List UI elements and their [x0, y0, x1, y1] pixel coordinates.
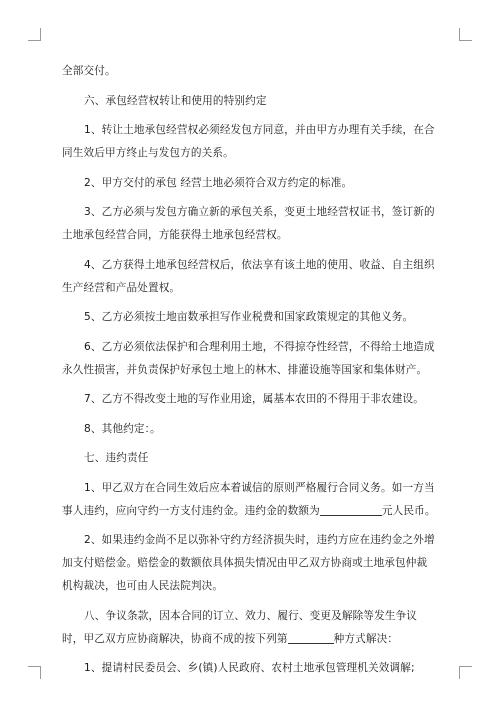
section-heading-7: 七、违约责任	[84, 452, 149, 464]
clause-6-7: 7、乙方不得改变土地的写作业用途，属基本农田的不得用于非农建设。	[84, 393, 424, 405]
section-8-text: 八、争议条款，因本合同的订立、效力、履行、变更及解除等发生争议时，甲乙双方应协商解决，协商不成的按下列第	[62, 609, 418, 645]
section-8-tail: 种方式解决：	[333, 632, 399, 645]
crop-mark-bottom-right	[459, 666, 472, 679]
section-heading-6: 六、承包经营权转让和使用的特别约定	[84, 94, 267, 107]
clause-7-1-text: 1、甲乙双方在合同生效后应本着诚信的原则严格履行合同义务。如一方当事人违约，应向守约一方支付违约金。违约金的数额为	[62, 481, 435, 517]
clause-7-1-unit: 元人民币。	[381, 504, 436, 517]
clause-6-2: 2、甲方交付的承包 经营土地必须符合双方约定的标准。	[84, 176, 353, 189]
dispute-method-blank[interactable]	[288, 631, 334, 644]
paragraph-continuation: 全部交付。	[62, 65, 116, 77]
clause-6-5: 5、乙方必须按土地亩数承担写作业税费和国家政策规定的其他义务。	[84, 311, 414, 323]
clause-8-1: 1、提请村民委员会、乡(镇)人民政府、农村土地承包管理机关效调解;	[84, 662, 415, 674]
clause-6-6: 6、乙方必须依法保护和合理利用土地，不得掠夺性经营，不得给土地造成永久性损害，并负责保护好承包土地上的林木、排灌设施等国家和集体财产。	[62, 340, 435, 376]
penalty-amount-blank[interactable]	[320, 503, 382, 516]
clause-6-8: 8、其他约定：。	[84, 422, 161, 435]
crop-mark-top-right	[459, 28, 472, 41]
clause-6-4: 4、乙方获得土地承包经营权后，依法享有该土地的使用、收益、自主组织生产经营和产品处置权。	[62, 258, 435, 294]
section-heading-8	[62, 605, 438, 651]
crop-mark-top-left	[28, 28, 41, 41]
clause-7-2: 2、如果违约金尚不足以弥补守约方经济损失时，违约方应在违约金之外增加支付赔偿金。赔偿金的数额依具体损失情况由甲乙双方协商或土地承包仲裁机构裁决，也可由人民法院判决。	[62, 534, 435, 592]
clause-6-3: 3、乙方必须与发包方确立新的承包关系，变更土地经营权证书，签订新的土地承包经营合同，方能获得土地承包经营权。	[62, 206, 435, 241]
clause-7-1	[62, 477, 438, 523]
crop-mark-bottom-left	[28, 666, 41, 679]
clause-6-1: 1、转让土地承包经营权必须经发包方同意，并由甲方办理有关手续，在合同生效后甲方终止与发包方的关系。	[62, 124, 435, 159]
document-body	[62, 60, 438, 687]
